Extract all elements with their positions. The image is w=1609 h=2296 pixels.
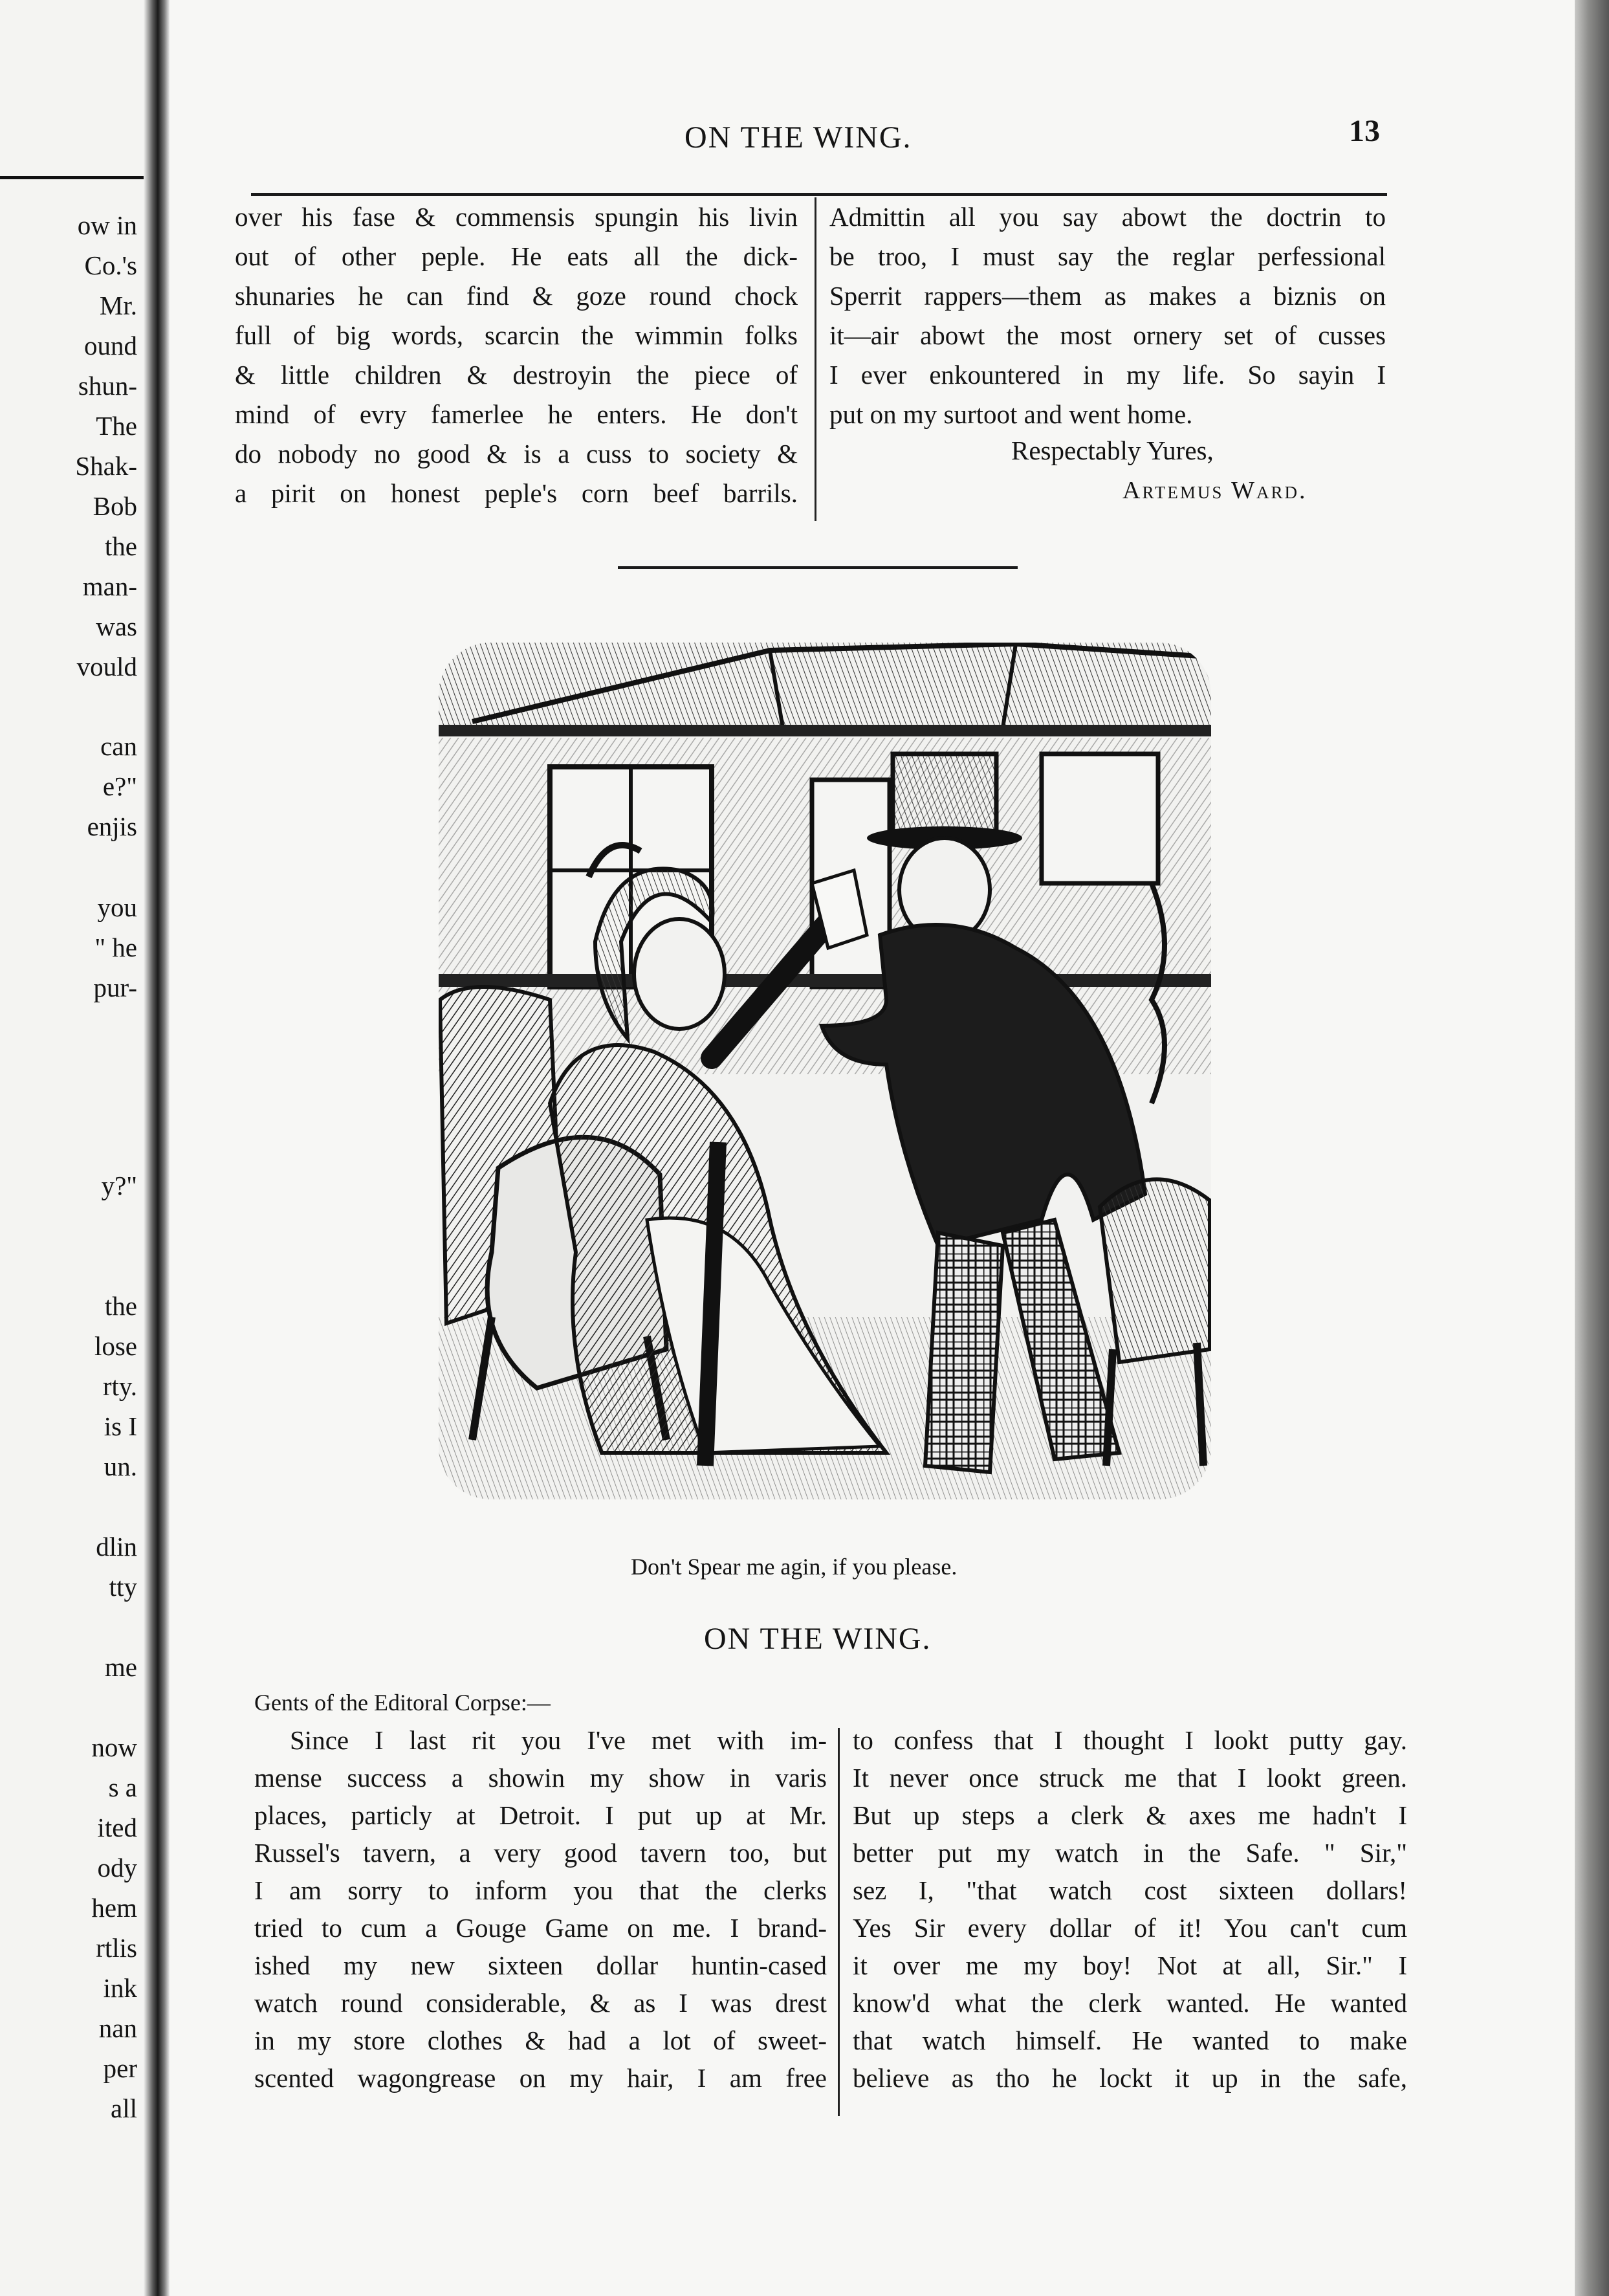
column-divider — [838, 1728, 840, 2116]
text-line: sez I, "that watch cost sixteen dollars! — [853, 1875, 1407, 1905]
section-title: ON THE WING. — [704, 1622, 932, 1656]
salutation: Gents of the Editoral Corpse:— — [254, 1690, 551, 1716]
text-line: Yes Sir every dollar of it! You can't cum — [853, 1913, 1407, 1943]
text-line: put on my surtoot and went home. — [829, 399, 1193, 429]
bottom-left-column — [254, 1721, 827, 2097]
left-fragment: me — [104, 1652, 137, 1682]
text-line: full of big words, scarcin the wimmin folks — [235, 320, 798, 350]
left-fragment: un. — [104, 1452, 137, 1481]
text-line: Russel's tavern, a very good tavern too, but — [254, 1838, 827, 1868]
left-fragment: lose — [94, 1331, 137, 1361]
text-line: Admittin all you say abowt the doctrin to — [829, 202, 1386, 232]
engraving-illustration — [433, 637, 1216, 1505]
header-rule — [251, 193, 1387, 196]
left-fragment: was — [96, 612, 137, 641]
left-fragment: The — [96, 411, 137, 441]
left-fragment: tty — [109, 1572, 137, 1602]
text-line: tried to cum a Gouge Game on me. I brand- — [254, 1913, 827, 1943]
closing-line: Respectably Yures, — [1011, 436, 1214, 465]
left-fragment: Shak- — [75, 451, 137, 481]
left-fragment: all — [111, 2093, 137, 2123]
left-fragment: y?" — [101, 1171, 137, 1200]
text-line: mense success a showin my show in varis — [254, 1763, 827, 1793]
left-fragment: you — [97, 892, 137, 922]
illustration-caption: Don't Spear me agin, if you please. — [631, 1554, 958, 1580]
page-number: 13 — [1349, 114, 1380, 148]
text-line: places, particly at Detroit. I put up at Mr. — [254, 1800, 827, 1830]
text-line: to confess that I thought I lookt putty gay. — [853, 1725, 1407, 1755]
text-line: I am sorry to inform you that the clerks — [254, 1875, 827, 1905]
text-line: a pirit on honest peple's corn beef barrils. — [235, 478, 798, 508]
text-line: It never once struck me that I lookt green. — [853, 1763, 1407, 1793]
illustration-scene — [433, 637, 1216, 1505]
left-fragment: pur- — [93, 973, 137, 1002]
left-fragment: rty. — [102, 1371, 137, 1401]
text-line: do nobody no good & is a cuss to society & — [235, 439, 798, 469]
left-fragment: ody — [97, 1853, 137, 1882]
left-fragment: e?" — [102, 771, 137, 801]
left-fragment: the — [104, 531, 137, 561]
text-line: better put my watch in the Safe. " Sir," — [853, 1838, 1407, 1868]
ceiling-icon — [433, 637, 1216, 736]
left-fragment: the — [104, 1291, 137, 1321]
left-fragment: s a — [108, 1772, 137, 1802]
left-fragment: per — [103, 2053, 137, 2083]
left-fragment: ited — [97, 1813, 137, 1842]
text-line: Since I last rit you I've met with im- — [290, 1725, 827, 1755]
text-line: mind of evry famerlee he enters. He don't — [235, 399, 798, 429]
left-fragment: vould — [76, 652, 137, 681]
left-fragment: is I — [104, 1411, 137, 1441]
text-line: be troo, I must say the reglar perfessional — [829, 241, 1386, 271]
signature: Artemus Ward. — [1122, 477, 1308, 504]
left-fragment: man- — [82, 571, 137, 601]
left-fragment: " he — [94, 933, 137, 962]
text-line: it—air abowt the most ornery set of cusses — [829, 320, 1386, 350]
text-line: scented wagongrease on my hair, I am free — [254, 2063, 827, 2093]
text-line: out of other peple. He eats all the dick- — [235, 241, 798, 271]
left-fragment: ound — [84, 331, 137, 360]
text-line: over his fase & commensis spungin his livin — [235, 202, 798, 232]
text-line: in my store clothes & had a lot of sweet- — [254, 2026, 827, 2055]
text-line: that watch himself. He wanted to make — [853, 2026, 1407, 2055]
text-line: ished my new sixteen dollar huntin-cased — [254, 1950, 827, 1980]
left-fragment: Bob — [93, 491, 137, 521]
left-fragment: enjis — [87, 811, 137, 841]
gutter-shadow — [144, 0, 170, 2296]
text-line: But up steps a clerk & axes me hadn't I — [853, 1800, 1407, 1830]
top-right-column — [829, 197, 1386, 434]
top-left-column — [235, 197, 798, 513]
left-fragment: ow in — [77, 210, 137, 240]
left-page-rule — [0, 176, 154, 179]
text-line: watch round considerable, & as I was drest — [254, 1988, 827, 2018]
left-fragment: dlin — [96, 1532, 137, 1562]
left-fragment: can — [100, 731, 137, 761]
running-head: ON THE WING. — [684, 120, 912, 155]
left-fragment: Mr. — [99, 291, 137, 320]
left-page-fragment — [0, 0, 154, 2296]
text-line: believe as tho he lockt it up in the safe, — [853, 2063, 1407, 2093]
text-line: it over me my boy! Not at all, Sir." I — [853, 1950, 1407, 1980]
left-fragment: shun- — [78, 371, 137, 401]
left-fragment: rtlis — [96, 1933, 137, 1963]
left-fragment: ink — [103, 1973, 137, 2003]
bottom-right-column — [853, 1721, 1407, 2097]
left-fragment: Co.'s — [84, 250, 137, 280]
left-fragment: hem — [91, 1893, 137, 1923]
text-line: & little children & destroyin the piece of — [235, 360, 798, 390]
text-line: Sperrit rappers—them as makes a biznis on — [829, 281, 1386, 311]
text-line: shunaries he can find & goze round chock — [235, 281, 798, 311]
left-fragment: now — [91, 1732, 137, 1762]
page-edge — [1575, 0, 1609, 2296]
text-line: know'd what the clerk wanted. He wanted — [853, 1988, 1407, 2018]
section-rule — [618, 566, 1018, 569]
text-line: I ever enkountered in my life. So sayin I — [829, 360, 1386, 390]
left-fragment: nan — [98, 2013, 137, 2043]
column-divider — [815, 197, 816, 521]
